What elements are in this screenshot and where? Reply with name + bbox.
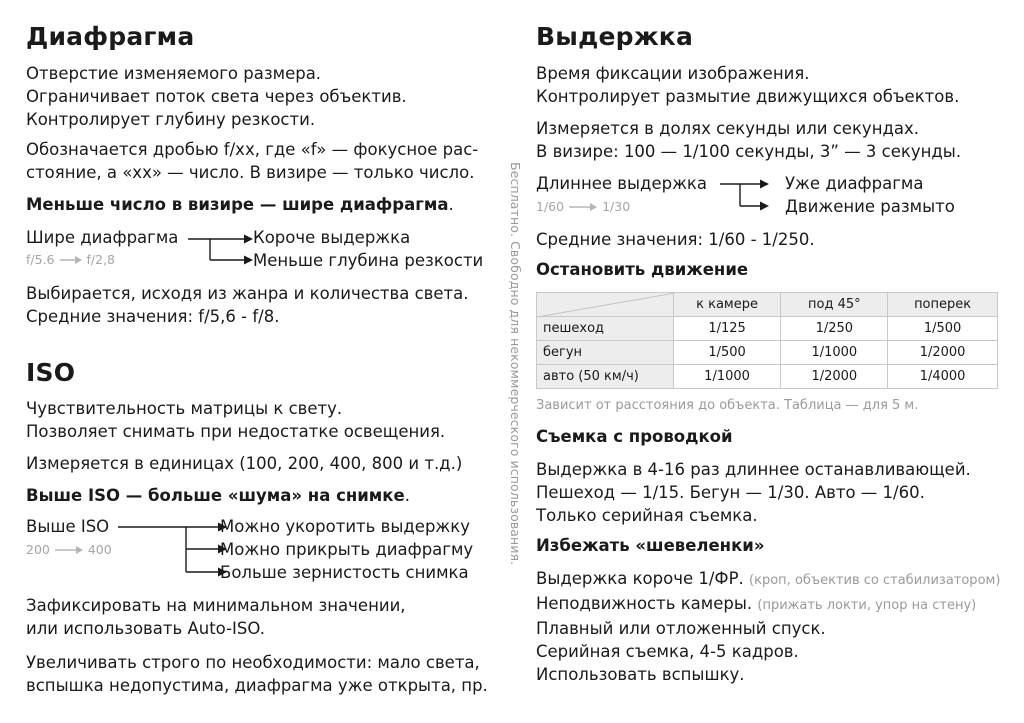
iso-flow-effect: Можно укоротить выдержку: [220, 517, 471, 536]
panning-line: Только серийная съемка.: [536, 506, 758, 525]
iso-increase-line: Увеличивать строго по необходимости: мало света,: [26, 653, 480, 672]
arrow-right-icon: [59, 255, 83, 265]
license-note: Бесплатно. Свободно для некоммерческого использования.: [508, 162, 523, 566]
list-item: [536, 663, 1000, 686]
arrow-right-icon: [54, 545, 84, 555]
iso-intro-line: Чувствительность матрицы к свету.: [26, 399, 343, 418]
aperture-hint-from: f/5.6: [26, 252, 55, 267]
iso-hint-from: 200: [26, 542, 50, 557]
table-corner-cell: [537, 293, 674, 317]
table-cell: 1/500: [888, 317, 998, 341]
aperture-choice-line: Средние значения: f/5,6 - f/8.: [26, 307, 280, 326]
table-cell: 1/4000: [888, 365, 998, 389]
iso-hint-to: 400: [87, 542, 112, 557]
shutter-flow-connector: [718, 176, 788, 212]
table-row-label: пешеход: [537, 317, 674, 341]
table-cell: 1/125: [673, 317, 781, 341]
table-row: [537, 365, 998, 389]
iso-flow-connector: [116, 519, 231, 579]
iso-increase: [26, 651, 488, 697]
iso-increase-line: вспышка недопустима, диафрагма уже открыта, пр.: [26, 676, 488, 695]
stop-motion-title: Остановить движение: [536, 260, 749, 279]
aperture-intro-line: Контролирует глубину резкости.: [26, 110, 316, 129]
list-item: [536, 640, 1000, 663]
aperture-title: Диафрагма: [26, 22, 195, 51]
shake-item-text: Использовать вспышку.: [536, 665, 745, 684]
shutter-flow-effects: [785, 172, 955, 218]
aperture-flow-hint: [26, 252, 115, 267]
diagonal-line: [537, 293, 675, 318]
shutter-title: Выдержка: [536, 22, 694, 51]
iso-flow-effect: Больше зернистость снимка: [220, 563, 469, 582]
panning-line: Пешеход — 1/15. Бегун — 1/30. Авто — 1/60.: [536, 483, 925, 502]
aperture-intro-line: Отверстие изменяемого размера.: [26, 64, 322, 83]
aperture-intro: [26, 62, 407, 131]
aperture-intro-line: Ограничивает поток света через объектив.: [26, 87, 407, 106]
panning-title: Съемка с проводкой: [536, 427, 733, 446]
iso-flow-effect: Можно прикрыть диафрагму: [220, 540, 474, 559]
shutter-flow-effect: Уже диафрагма: [785, 174, 924, 193]
aperture-notation: [26, 138, 478, 184]
shutter-hint-from: 1/60: [536, 199, 565, 214]
table-cell: 1/250: [781, 317, 888, 341]
shutter-measure: [536, 117, 961, 163]
iso-flow-hint: [26, 542, 112, 557]
shutter-measure-line: Измеряется в долях секунды или секундах.: [536, 119, 920, 138]
iso-intro: [26, 397, 445, 443]
list-item: [536, 617, 1000, 640]
table-row-label: бегун: [537, 341, 674, 365]
arrow-right-icon: [568, 202, 598, 212]
iso-flow-effects: [220, 515, 473, 584]
table-header-cell: поперек: [888, 293, 998, 317]
iso-rule: [26, 484, 410, 507]
shake-item-text: Серийная съемка, 4-5 кадров.: [536, 642, 799, 661]
shutter-intro-line: Контролирует размытие движущихся объектов.: [536, 87, 960, 106]
panning-text: [536, 458, 971, 527]
shutter-average: Средние значения: 1/60 - 1/250.: [536, 230, 815, 249]
shake-item-note: (прижать локти, упор на стену): [757, 598, 977, 613]
table-cell: 1/1000: [781, 341, 888, 365]
aperture-hint-to: f/2,8: [86, 252, 115, 267]
shake-item-text: Плавный или отложенный спуск.: [536, 619, 826, 638]
shutter-measure-line: В визире: 100 — 1/100 секунды, 3” — 3 секунды.: [536, 142, 962, 161]
aperture-notation-line: Обозначается дробью f/xx, где «f» — фокусное рас-: [26, 140, 479, 159]
shake-item-text: Выдержка короче 1/ФР.: [536, 569, 744, 588]
iso-fix: [26, 594, 406, 640]
iso-units: Измеряется в единицах (100, 200, 400, 800 и т.д.): [26, 454, 463, 473]
iso-rule-text: Выше ISO — больше «шума» на снимке: [26, 486, 405, 505]
shutter-flow-hint: [536, 199, 630, 214]
table-row: [537, 341, 998, 365]
table-row: [537, 317, 998, 341]
aperture-flow-connector: [186, 230, 256, 266]
aperture-rule: [26, 193, 454, 216]
iso-fix-line: Зафиксировать на минимальном значении,: [26, 596, 406, 615]
table-header-cell: к камере: [673, 293, 781, 317]
iso-intro-line: Позволяет снимать при недостатке освещения.: [26, 422, 446, 441]
aperture-rule-dot: .: [448, 195, 454, 214]
stop-motion-note: Зависит от расстояния до объекта. Таблица — для 5 м.: [536, 398, 919, 413]
iso-flow-source: Выше ISO: [26, 517, 110, 536]
aperture-flow-effects: [253, 226, 483, 272]
aperture-rule-text: Меньше число в визире — шире диафрагма: [26, 195, 449, 214]
aperture-choice-line: Выбирается, исходя из жанра и количества света.: [26, 284, 469, 303]
aperture-notation-line: стояние, а «xx» — число. В визире — только число.: [26, 163, 475, 182]
table-cell: 1/2000: [888, 341, 998, 365]
shutter-flow-effect: Движение размыто: [785, 197, 955, 216]
shake-list: [536, 567, 1000, 686]
shake-title: Избежать «шевеленки»: [536, 536, 765, 555]
table-header-cell: под 45°: [781, 293, 888, 317]
iso-title: ISO: [26, 358, 76, 387]
iso-rule-dot: .: [404, 486, 410, 505]
aperture-flow-effect: Меньше глубина резкости: [253, 251, 484, 270]
table-header-row: [537, 293, 998, 317]
aperture-flow-effect: Короче выдержка: [253, 228, 411, 247]
table-row-label: авто (50 км/ч): [537, 365, 674, 389]
table-cell: 1/2000: [781, 365, 888, 389]
stop-motion-table: [536, 292, 998, 389]
panning-line: Выдержка в 4-16 раз длиннее останавливающей.: [536, 460, 971, 479]
iso-fix-line: или использовать Auto-ISO.: [26, 619, 265, 638]
shutter-flow-source: Длиннее выдержка: [536, 174, 708, 193]
list-item: [536, 567, 1000, 592]
shake-item-note: (кроп, объектив со стабилизатором): [749, 573, 1001, 588]
shake-item-text: Неподвижность камеры.: [536, 594, 753, 613]
table-cell: 1/1000: [673, 365, 781, 389]
list-item: [536, 592, 1000, 617]
shutter-intro: [536, 62, 959, 108]
shutter-hint-to: 1/30: [602, 199, 631, 214]
table-cell: 1/500: [673, 341, 781, 365]
aperture-flow-source: Шире диафрагма: [26, 228, 179, 247]
shutter-intro-line: Время фиксации изображения.: [536, 64, 810, 83]
aperture-choice: [26, 282, 469, 328]
